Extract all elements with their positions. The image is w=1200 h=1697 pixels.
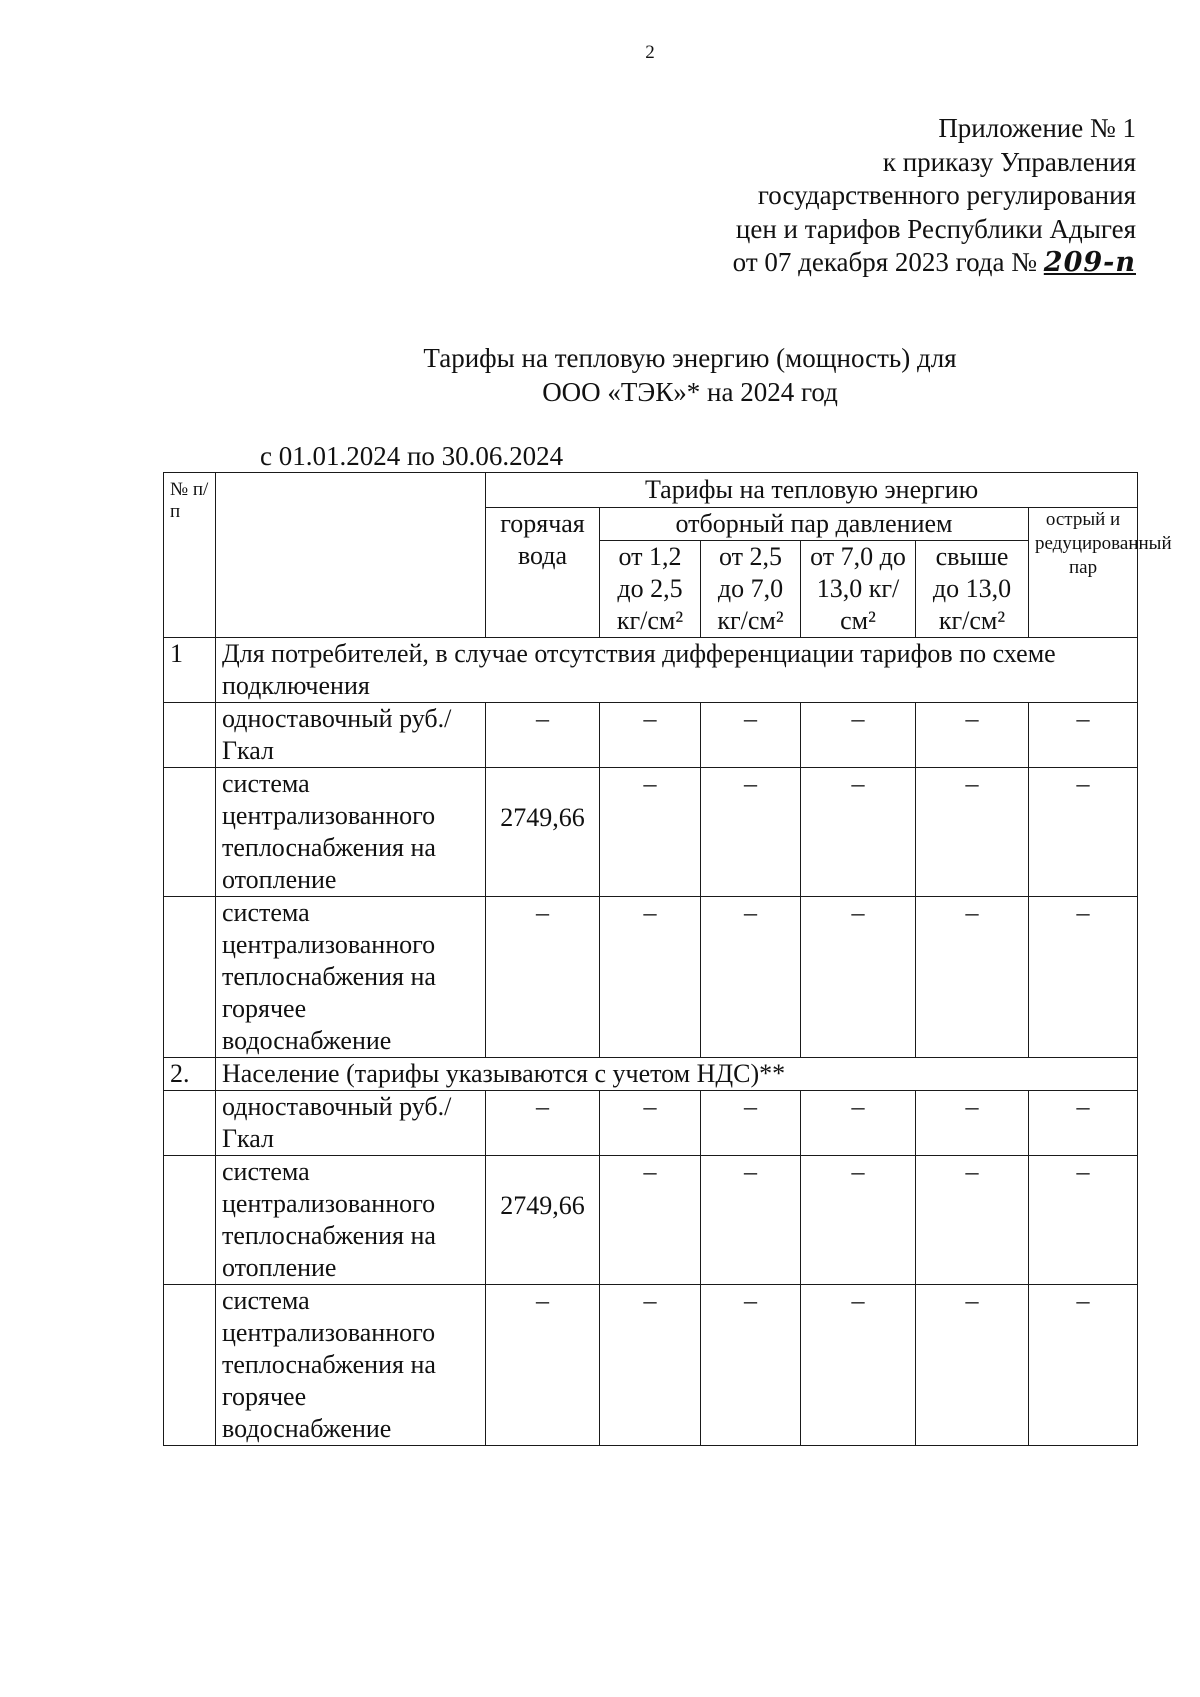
cell-pressure-2: –	[701, 1285, 801, 1446]
header-pressure-1: от 1,2 до 2,5 кг/см²	[600, 541, 701, 638]
header-tariffs-group: Тарифы на тепловую энергию	[486, 473, 1138, 508]
appendix-line-3: государственного регулирования	[757, 180, 1136, 210]
cell-pressure-3: –	[801, 703, 916, 768]
document-title	[0, 341, 1200, 409]
cell-pressure-3: –	[801, 768, 916, 897]
cell-pressure-1: –	[600, 1156, 701, 1285]
header-sharp-steam: острый и редуцированный пар	[1029, 508, 1138, 638]
title-line-2: ООО «ТЭК»* на 2024 год	[542, 377, 838, 407]
section-row	[164, 1058, 1138, 1091]
table-row	[164, 897, 1138, 1058]
cell-pressure-4: –	[916, 1156, 1029, 1285]
cell-pressure-4: –	[916, 1091, 1029, 1156]
row-num-empty	[164, 703, 216, 768]
header-num: № п/п	[164, 473, 216, 638]
cell-pressure-2: –	[701, 703, 801, 768]
header-hot-water: горячая вода	[486, 508, 600, 638]
cell-pressure-2: –	[701, 1091, 801, 1156]
cell-pressure-4: –	[916, 703, 1029, 768]
cell-pressure-3: –	[801, 1285, 916, 1446]
row-label: система централизованного теплоснабжения на горячее водоснабжение	[216, 897, 486, 1058]
cell-pressure-1: –	[600, 1285, 701, 1446]
row-num-empty	[164, 768, 216, 897]
cell-hot-water: –	[486, 1285, 600, 1446]
cell-pressure-3: –	[801, 1156, 916, 1285]
cell-hot-water: –	[486, 1091, 600, 1156]
tariff-period: с 01.01.2024 по 30.06.2024	[260, 441, 564, 471]
cell-pressure-2: –	[701, 768, 801, 897]
row-label: одноставочный руб./Гкал	[216, 703, 486, 768]
section-row	[164, 638, 1138, 703]
header-pressure-3: от 7,0 до 13,0 кг/см²	[801, 541, 916, 638]
order-number-handwritten: 209-п	[1043, 247, 1136, 278]
table-row	[164, 1285, 1138, 1446]
cell-hot-water: 2749,66	[486, 768, 600, 897]
header-blank	[216, 473, 486, 638]
cell-sharp-steam: –	[1029, 703, 1138, 768]
page-number: 2	[645, 42, 655, 63]
appendix-line-2: к приказу Управления	[882, 146, 1136, 177]
row-num-empty	[164, 1156, 216, 1285]
header-pressure-2: от 2,5 до 7,0 кг/см²	[701, 541, 801, 638]
title-line-1: Тарифы на тепловую энергию (мощность) для	[423, 343, 957, 373]
cell-pressure-1: –	[600, 768, 701, 897]
cell-sharp-steam: –	[1029, 768, 1138, 897]
table-row	[164, 1156, 1138, 1285]
cell-hot-water: –	[486, 703, 600, 768]
cell-hot-water: 2749,66	[486, 1156, 600, 1285]
appendix-date: от 07 декабря 2023 года №	[732, 247, 1038, 277]
cell-pressure-4: –	[916, 1285, 1029, 1446]
row-label: система централизованного теплоснабжения на горячее водоснабжение	[216, 1285, 486, 1446]
appendix-line-5	[733, 246, 1136, 280]
cell-sharp-steam: –	[1029, 1285, 1138, 1446]
tariff-table	[163, 472, 1172, 1446]
cell-pressure-2: –	[701, 897, 801, 1058]
row-label: система централизованного теплоснабжения на отопление	[216, 1156, 486, 1285]
header-pressure-4: свыше до 13,0 кг/см²	[916, 541, 1029, 638]
cell-pressure-1: –	[600, 703, 701, 768]
table-row	[164, 768, 1138, 897]
row-num-empty	[164, 1285, 216, 1446]
section-title: Население (тарифы указываются с учетом НДС)**	[216, 1058, 1138, 1091]
cell-sharp-steam: –	[1029, 897, 1138, 1058]
cell-pressure-4: –	[916, 768, 1029, 897]
cell-pressure-1: –	[600, 897, 701, 1058]
cell-sharp-steam: –	[1029, 1091, 1138, 1156]
appendix-block	[733, 112, 1136, 280]
table-row	[164, 1091, 1138, 1156]
cell-pressure-4: –	[916, 897, 1029, 1058]
cell-pressure-3: –	[801, 1091, 916, 1156]
header-row-1	[164, 473, 1138, 508]
row-num-empty	[164, 897, 216, 1058]
header-extraction-steam: отборный пар давлением	[600, 508, 1029, 541]
section-title: Для потребителей, в случае отсутствия дифференциации тарифов по схеме подключения	[216, 638, 1138, 703]
appendix-line-4: цен и тарифов Республики Адыгея	[735, 213, 1136, 244]
cell-pressure-2: –	[701, 1156, 801, 1285]
section-number: 1	[164, 638, 216, 703]
appendix-line-1: Приложение № 1	[938, 113, 1136, 143]
cell-pressure-3: –	[801, 897, 916, 1058]
cell-hot-water: –	[486, 897, 600, 1058]
section-number: 2.	[164, 1058, 216, 1091]
cell-pressure-1: –	[600, 1091, 701, 1156]
table-row	[164, 703, 1138, 768]
row-label: система централизованного теплоснабжения на отопление	[216, 768, 486, 897]
row-label: одноставочный руб./Гкал	[216, 1091, 486, 1156]
cell-sharp-steam: –	[1029, 1156, 1138, 1285]
row-num-empty	[164, 1091, 216, 1156]
